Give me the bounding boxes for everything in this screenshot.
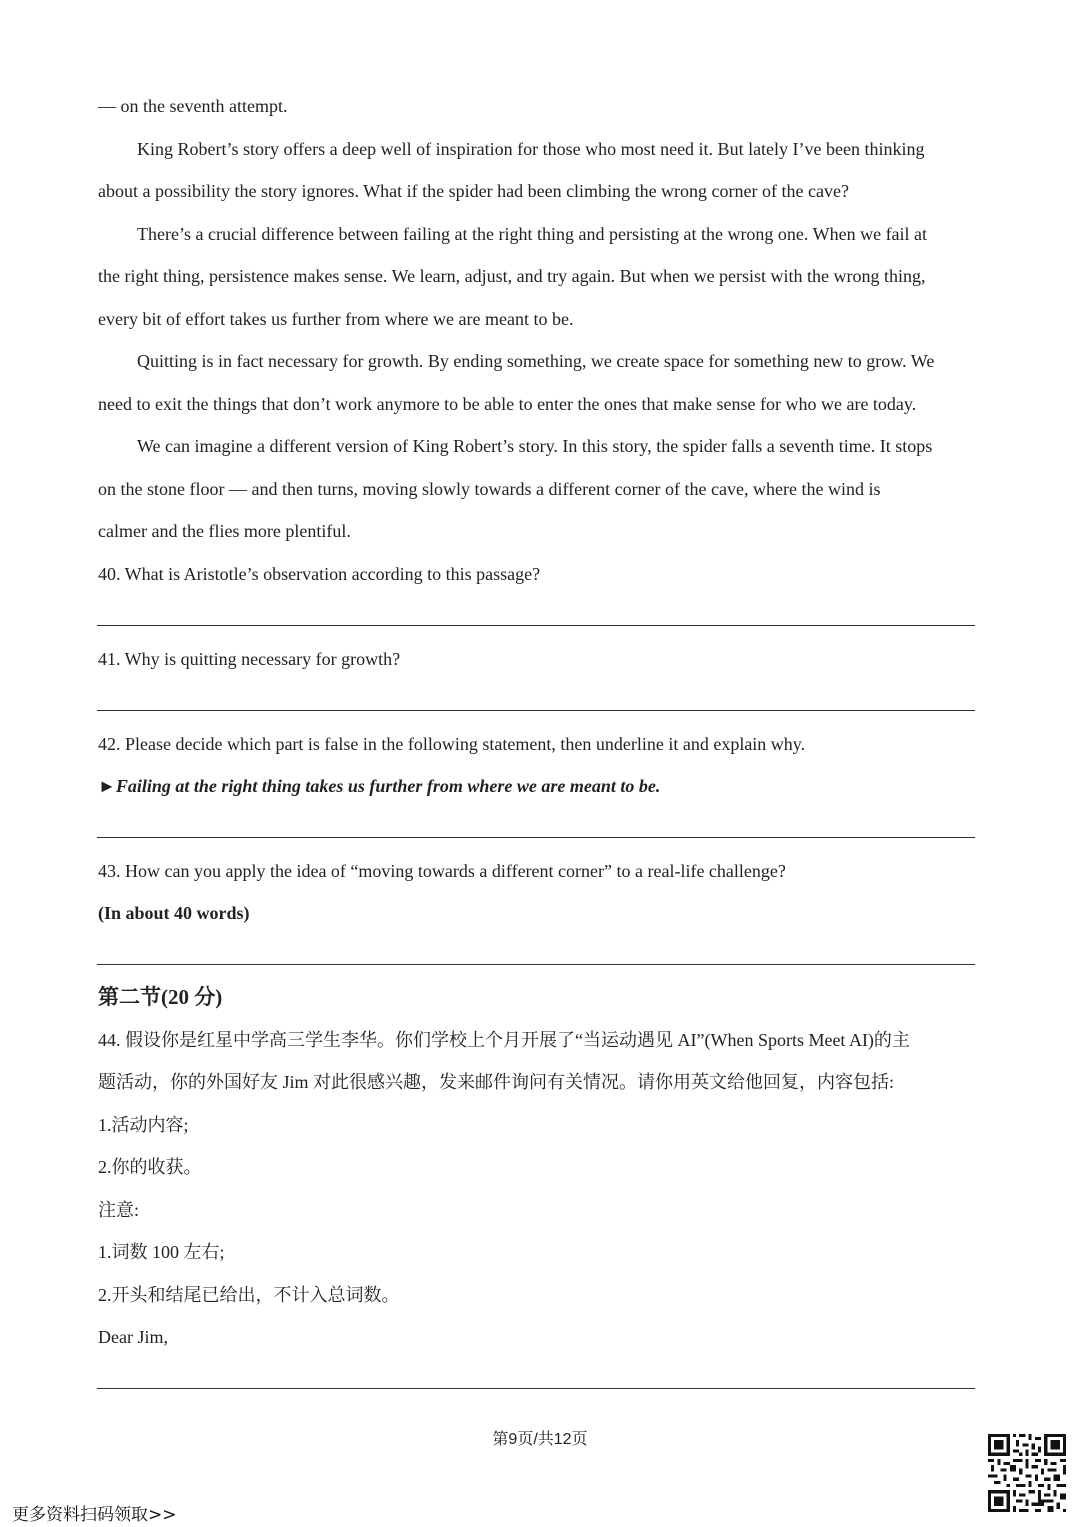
answer-line-essay[interactable]	[97, 1388, 975, 1389]
writing-point: 2.你的收获。	[98, 1157, 202, 1177]
writing-prompt-line: 44. 假设你是红星中学高三学生李华。你们学校上个月开展了“当运动遇见 AI”(When Sports Meet AI)的主	[98, 1030, 910, 1050]
answer-line-42[interactable]	[97, 837, 975, 838]
passage-line: Quitting is in fact necessary for growth. By ending something, we create space for something new to grow. We	[137, 351, 935, 371]
question-42-statement: ►Failing at the right thing takes us further from where we are meant to be.	[98, 776, 661, 796]
writing-prompt-line: 题活动，你的外国好友 Jim 对此很感兴趣，发来邮件询问有关情况。请你用英文给他回复，内容包括:	[98, 1072, 895, 1092]
passage-line: calmer and the flies more plentiful.	[98, 521, 351, 541]
passage-line: every bit of effort takes us further from where we are meant to be.	[98, 309, 574, 329]
answer-line-41[interactable]	[97, 710, 975, 711]
passage-line: — on the seventh attempt.	[98, 96, 288, 116]
answer-line-40[interactable]	[97, 625, 975, 626]
page-number: 第9页/共12页	[492, 1431, 588, 1448]
writing-point: 1.活动内容;	[98, 1115, 189, 1135]
passage-line: on the stone floor — and then turns, moving slowly towards a different corner of the cave, where the wind is	[98, 479, 881, 499]
answer-line-43[interactable]	[97, 964, 975, 965]
more-materials-link[interactable]: 更多资料扫码领取>>	[12, 1505, 177, 1525]
question-42: 42. Please decide which part is false in the following statement, then underline it and explain why.	[98, 734, 806, 754]
qr-code-icon[interactable]	[988, 1434, 1066, 1512]
note-label: 注意:	[98, 1200, 140, 1220]
note-item: 1.词数 100 左右;	[98, 1242, 225, 1262]
passage-line: need to exit the things that don’t work anymore to be able to enter the ones that make sense for who we are today.	[98, 394, 917, 414]
question-43: 43. How can you apply the idea of “moving towards a different corner” to a real-life challenge?	[98, 861, 786, 881]
letter-salutation: Dear Jim,	[98, 1327, 168, 1347]
passage-line: There’s a crucial difference between failing at the right thing and persisting at the wrong one. When we fail at	[137, 224, 928, 244]
question-41: 41. Why is quitting necessary for growth?	[98, 649, 401, 669]
question-40: 40. What is Aristotle’s observation according to this passage?	[98, 564, 541, 584]
section-heading: 第二节(20 分)	[98, 985, 223, 1009]
question-43-note: (In about 40 words)	[98, 903, 250, 923]
note-item: 2.开头和结尾已给出，不计入总词数。	[98, 1285, 400, 1305]
passage-line: We can imagine a different version of King Robert’s story. In this story, the spider falls a seventh time. It stops	[137, 436, 933, 456]
passage-line: King Robert’s story offers a deep well of inspiration for those who most need it. But lately I’ve been thinking	[137, 139, 925, 159]
passage-line: about a possibility the story ignores. What if the spider had been climbing the wrong corner of the cave?	[98, 181, 849, 201]
passage-line: the right thing, persistence makes sense. We learn, adjust, and try again. But when we persist with the wrong thing,	[98, 266, 926, 286]
